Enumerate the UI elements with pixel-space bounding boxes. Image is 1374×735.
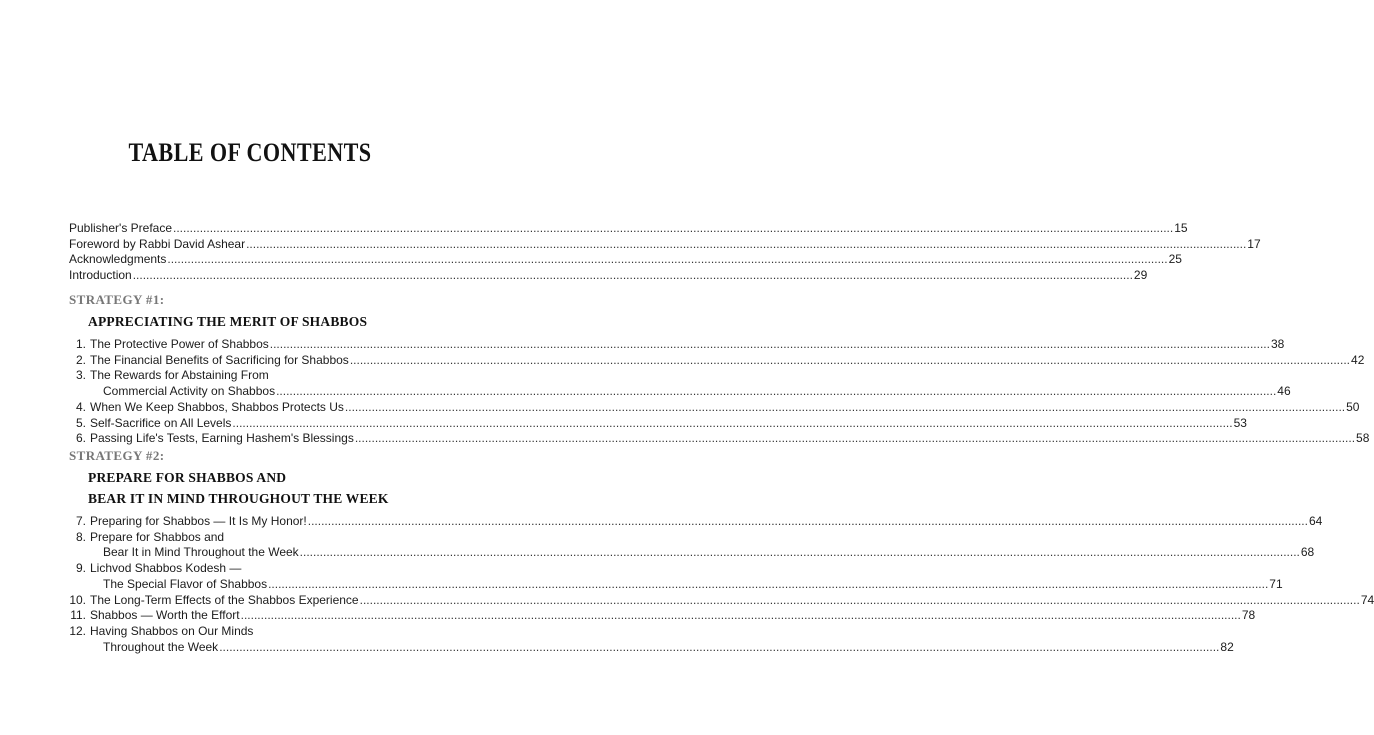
chapter-number: 9.: [75, 561, 86, 576]
page-title: TABLE OF CONTENTS: [128, 138, 372, 167]
entry-title: Preparing for Shabbos — It Is My Honor!: [90, 514, 307, 528]
strategy-label: STRATEGY #1:: [69, 292, 165, 307]
dot-leader: ............................................................................................................................................................................................................................................................................................................: [276, 384, 1277, 399]
entry-title: The Financial Benefits of Sacrificing for Shabbos: [90, 352, 349, 367]
chapter-title-line: Prepare for Shabbos and: [90, 529, 225, 544]
dot-leader: ............................................................................................................................................................................................................................................................................................................: [307, 514, 1308, 528]
page-number: 74: [1360, 592, 1374, 607]
page-number: 82: [1220, 639, 1234, 654]
entry-title: Bear It in Mind Throughout the Week: [103, 545, 299, 560]
page-number: 71: [1269, 576, 1283, 591]
entry-title: The Protective Power of Shabbos: [90, 337, 269, 351]
toc-entry[interactable]: [69, 236, 1261, 252]
page-number: 58: [1356, 431, 1370, 446]
entry-title: Commercial Activity on Shabbos: [103, 384, 276, 399]
chapter-number: 10.: [69, 592, 86, 607]
chapter-entry[interactable]: [90, 608, 1256, 623]
page-number: 15: [1174, 221, 1188, 235]
toc-entry[interactable]: [69, 221, 1188, 236]
entry-title: Introduction: [69, 268, 132, 283]
page-number: 64: [1308, 514, 1323, 528]
dot-leader: ............................................................................................................................................................................................................................................................................................................: [240, 608, 1241, 623]
chapter-entry[interactable]: [103, 576, 1283, 592]
chapter-entry[interactable]: [90, 352, 1365, 368]
chapter-number: 2.: [75, 352, 86, 367]
dot-leader: ............................................................................................................................................................................................................................................................................................................: [167, 252, 1168, 267]
page-number: 46: [1277, 384, 1291, 399]
chapter-entry[interactable]: [90, 431, 1370, 446]
strategy-title: APPRECIATING THE MERIT OF SHABBOS: [88, 314, 368, 329]
chapter-number: 11.: [70, 608, 86, 623]
dot-leader: ............................................................................................................................................................................................................................................................................................................: [359, 592, 1360, 607]
chapter-entry[interactable]: [103, 639, 1234, 655]
dot-leader: ............................................................................................................................................................................................................................................................................................................: [173, 221, 1174, 235]
entry-title: Foreword by Rabbi David Ashear: [69, 236, 246, 251]
toc-entry[interactable]: [69, 252, 1182, 267]
dot-leader: ............................................................................................................................................................................................................................................................................................................: [246, 236, 1247, 251]
chapter-title-line: Lichvod Shabbos Kodesh —: [90, 561, 242, 576]
dot-leader: ............................................................................................................................................................................................................................................................................................................: [132, 268, 1133, 283]
strategy-label: STRATEGY #2:: [69, 448, 165, 463]
entry-title: Acknowledgments: [69, 252, 167, 267]
dot-leader: ............................................................................................................................................................................................................................................................................................................: [354, 431, 1356, 446]
page-number: 42: [1351, 352, 1365, 367]
page-number: 38: [1270, 337, 1285, 351]
page-number: 29: [1133, 268, 1148, 283]
entry-title: Self-Sacrifice on All Levels: [90, 415, 232, 430]
page-number: 53: [1233, 415, 1247, 430]
dot-leader: ............................................................................................................................................................................................................................................................................................................: [232, 415, 1233, 430]
chapter-number: 8.: [75, 529, 86, 544]
entry-title: Throughout the Week: [103, 639, 219, 654]
chapter-entry[interactable]: [90, 514, 1323, 529]
dot-leader: ............................................................................................................................................................................................................................................................................................................: [219, 639, 1220, 654]
dot-leader: ............................................................................................................................................................................................................................................................................................................: [299, 545, 1300, 560]
chapter-entry[interactable]: [90, 399, 1360, 415]
entry-title: Shabbos — Worth the Effort: [90, 608, 240, 623]
page-number: 78: [1241, 608, 1256, 623]
page-number: 68: [1300, 545, 1315, 560]
chapter-title-line: Having Shabbos on Our Minds: [90, 623, 254, 638]
dot-leader: ............................................................................................................................................................................................................................................................................................................: [269, 337, 1270, 351]
chapter-number: 1.: [75, 337, 86, 351]
strategy-title: BEAR IT IN MIND THROUGHOUT THE WEEK: [88, 491, 389, 506]
chapter-number: 12.: [69, 623, 86, 638]
dot-leader: ............................................................................................................................................................................................................................................................................................................: [349, 352, 1351, 367]
entry-title: When We Keep Shabbos, Shabbos Protects Us: [90, 399, 344, 414]
entry-title: The Special Flavor of Shabbos: [103, 576, 268, 591]
chapter-entry[interactable]: [90, 415, 1247, 431]
chapter-entry[interactable]: [90, 337, 1285, 352]
strategy-title: PREPARE FOR SHABBOS AND: [88, 470, 287, 485]
dot-leader: ............................................................................................................................................................................................................................................................................................................: [344, 399, 1346, 414]
chapter-entry[interactable]: [103, 384, 1291, 399]
chapter-entry[interactable]: [90, 592, 1374, 608]
page-number: 17: [1247, 236, 1261, 251]
entry-title: The Long-Term Effects of the Shabbos Experience: [90, 592, 359, 607]
chapter-number: 5.: [75, 415, 86, 430]
chapter-number: 6.: [75, 431, 86, 446]
entry-title: Passing Life's Tests, Earning Hashem's Blessings: [90, 431, 354, 446]
chapter-entry[interactable]: [103, 545, 1315, 560]
chapter-number: 4.: [75, 399, 86, 414]
chapter-number: 3.: [75, 368, 86, 383]
toc-entry[interactable]: [69, 268, 1148, 283]
chapter-title-line: The Rewards for Abstaining From: [90, 368, 269, 383]
entry-title: Publisher's Preface: [69, 221, 173, 235]
page-number: 25: [1168, 252, 1182, 267]
dot-leader: ............................................................................................................................................................................................................................................................................................................: [268, 576, 1269, 591]
chapter-number: 7.: [75, 514, 86, 528]
page-number: 50: [1346, 399, 1360, 414]
